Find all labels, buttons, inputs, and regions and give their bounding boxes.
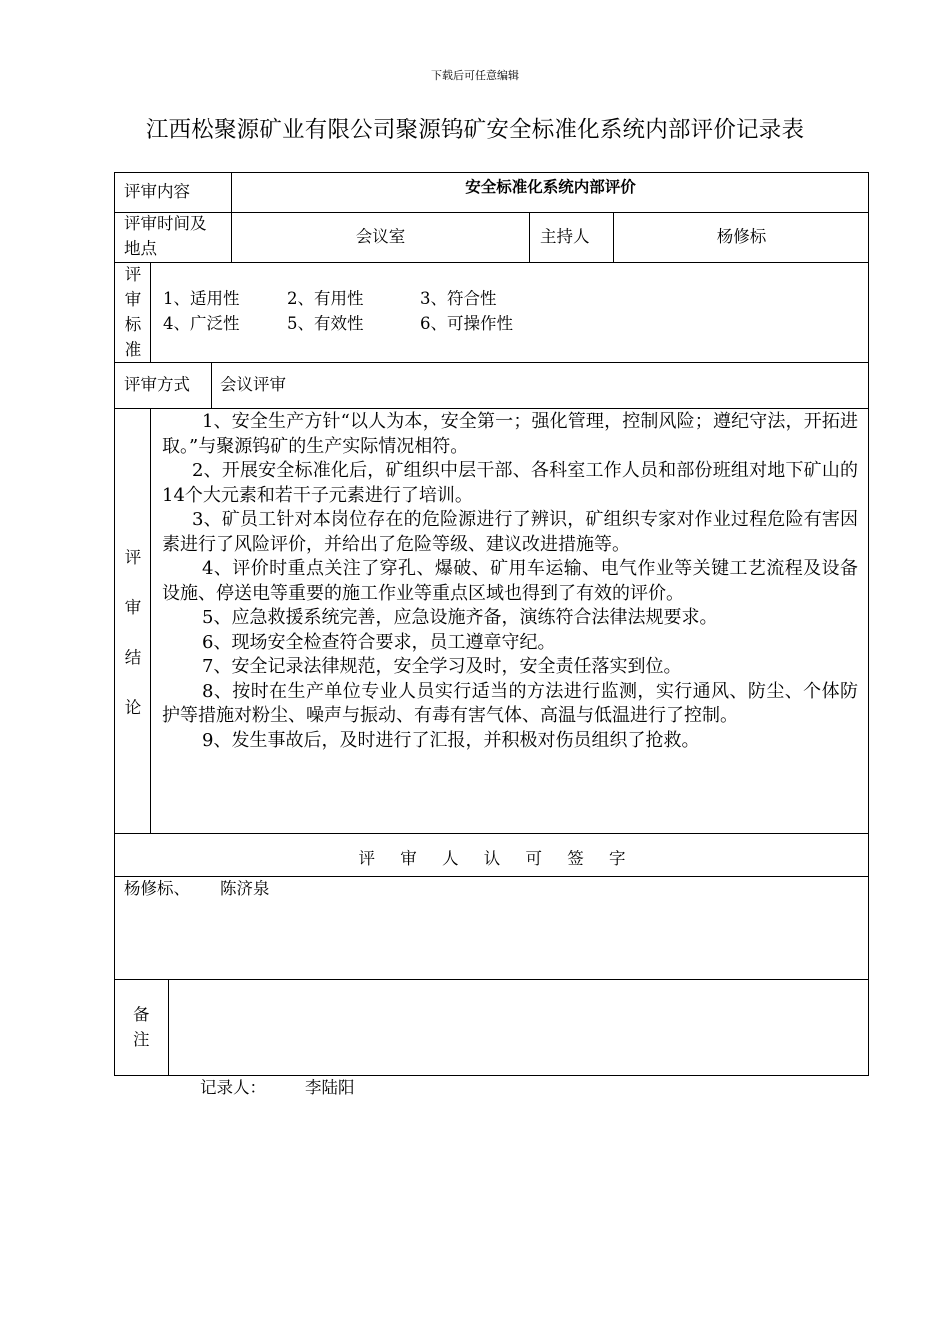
conclusion-item: 1、安全生产方针“以人为本，安全第一；强化管理，控制风险；遵纪守法，开拓进取。”与聚源钨矿的生产实际情况相符。 [162,411,858,457]
document-title: 江西松聚源矿业有限公司聚源钨矿安全标准化系统内部评价记录表 [145,117,805,143]
signer-name: 杨修标、 [124,879,190,898]
conclusion-item: 6、现场安全检查符合要求，员工遵章守纪。 [202,631,556,653]
standard-label: 评 审 标 准 [124,265,142,359]
recorder-name: 李陆阳 [305,1078,355,1097]
conclusion-item: 2、开展安全标准化后，矿组织中层干部、各科室工作人员和部份班组对地下矿山的14个大元素和若干子元素进行了培训。 [162,460,858,506]
standard-item: 1、适用性 [163,289,240,308]
standard-item: 4、广泛性 [163,314,240,333]
conclusion-item: 4、评价时重点关注了穿孔、爆破、矿用车运输、电气作业等关键工艺流程及设备设施、停送电等重要的施工作业等重点区域也得到了有效的评价。 [162,558,858,604]
review-method-value: 会议评审 [220,375,286,394]
conclusion-item: 7、安全记录法律规范，安全学习及时，安全责任落实到位。 [202,656,682,677]
standard-item: 2、有用性 [287,289,364,308]
standard-item: 5、有效性 [287,314,364,333]
review-content-label: 评审内容 [124,182,190,201]
host-label: 主持人 [540,227,590,246]
remarks-label: 注 [133,1030,150,1049]
host-name: 杨修标 [716,227,767,246]
time-place-label-line2: 地点 [124,239,157,258]
conclusion-item: 9、发生事故后，及时进行了汇报，并积极对伤员组织了抢救。 [202,729,700,751]
conclusion-item: 5、应急救援系统完善，应急设施齐备，演练符合法律法规要求。 [202,607,718,628]
conclusion-text [162,410,858,753]
conclusion-label: 评 审 结 论 [124,548,142,717]
signature-heading: 评 审 人 认 可 签 字 [358,849,626,868]
conclusion-item: 8、按时在生产单位专业人员实行适当的方法进行监测，实行通风、防尘、个体防护等措施对粉尘、噪声与振动、有毒有害气体、高温与低温进行了控制。 [162,680,858,726]
remarks-label: 备 [133,1005,150,1024]
standard-item: 3、符合性 [420,289,497,308]
standard-item: 6、可操作性 [420,314,513,333]
time-place-label-line1: 评审时间及 [124,214,207,233]
review-method-label: 评审方式 [124,375,190,394]
signer-name: 陈济泉 [220,879,270,898]
row-remarks [114,979,869,1076]
recorder-label: 记录人： [200,1078,266,1097]
conclusion-item: 3、矿员工针对本岗位存在的危险源进行了辨识，矿组织专家对作业过程危险有害因素进行了风险评价，并给出了危险等级、建议改进措施等。 [162,509,858,555]
header-note: 下载后可任意编辑 [431,69,519,82]
review-content-value: 安全标准化系统内部评价 [465,178,636,196]
meeting-place: 会议室 [355,227,406,246]
